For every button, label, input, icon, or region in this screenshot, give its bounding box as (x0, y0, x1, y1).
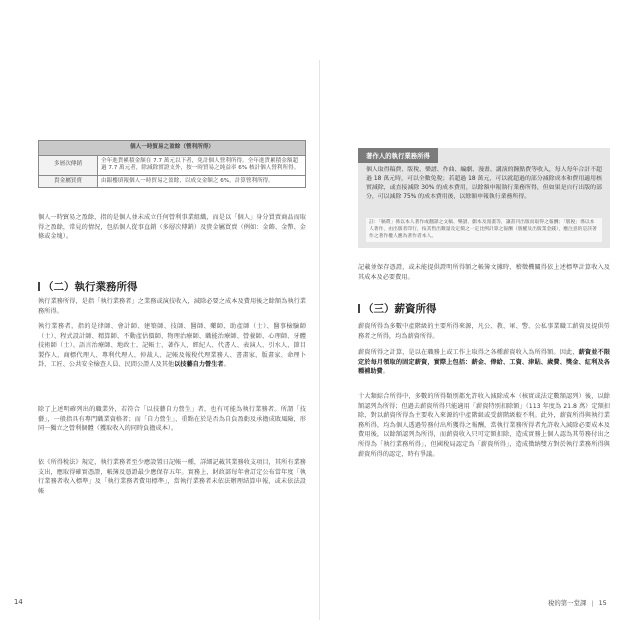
section-heading (38, 279, 138, 294)
box-title: 著作人的執行業務所得 (358, 148, 438, 163)
paragraph-text: 薪資所得之計算，是以在職務上或工作上取得之各種薪資收入為所得額。因此， (358, 349, 579, 356)
paragraph-intro: 個人一時貿易之盈餘，指的是個人並未成立任何營利事業組織，而是以「個人」身分買賣商品而取得之盈餘，常見的情況，包括個人從事直銷（多層次傳銷）及貴金屬買賣（例如：金飾、金幣、金條或金塊）。 (38, 214, 306, 241)
income-table (38, 140, 306, 188)
paragraph-text: 。 (223, 361, 230, 369)
separator: | (591, 599, 594, 607)
emphasis-text: 以技藝自力營生者 (174, 361, 224, 369)
page-number: 14 (14, 598, 23, 606)
paragraph-text: 。 (382, 368, 389, 376)
paragraph-continued: 記載並保存憑證，或未能提供證明所得額之帳簿文據時，稽徵機關得依上述標準計算收入及其成本及必要費用。 (358, 264, 610, 281)
paragraph-1: 執行業務所得，是指「執行業務者」之業務或演技收入，減除必要之成本及費用後之餘額為執行業務所得。 (38, 298, 306, 315)
paragraph-3: 十大類綜合所得中，多數的所得類別都允許收入減除成本（核實或法定數額認列）後，以餘額認列為所得；但過去薪資所得只能適用「薪資特別扣除額」（113 年度為 21.8 萬）定額扣除，對以薪資所得為主要收入來源的中產階級或受薪階級較不利。此外，薪資所得與執行業務所得，均為個人透過勞務付出所獲得之報酬，當執行業務所得者允許收入減除必要成本及費用後，以餘額認列為所得，而薪資收入只可定額扣除，造成實務上個人認為其勞務付出之所得為「執行業務所得」，但國稅局認定為「薪資所得」，造成徵納雙方對於執行業務所得與薪資所得的認定，時有爭議。 (358, 393, 610, 458)
table-row-text: 全年進貨累積金額在 7.7 萬元以下者，免計個人營利所得。全年進貨累積金額超過 7.7 萬元者，除減除實證支外，按一時貿易之純益率 6% 核計個人營利所得。 (98, 155, 306, 175)
box-text: 個人取得稿費、版稅、樂譜、作曲、編劇、漫畫、講演的鐘點費等收入，每人每年合計不超過 18 萬元時，可以全數免稅；若超過 18 萬元，可以就超過的部分減除成本和費用適用核實減除，或直接減除 30% 的成本費用，以餘額申報執行業務所得，但如果是自行出版的部分，可以減除 75% 的成本費用後，以餘額申報執行業務所得。 (366, 167, 602, 200)
paragraph-1: 薪資所得為多數中產階級的主要所得來源，凡公、教、軍、警、公私事業職工薪資及提供勞務者之所得，均為薪資所得。 (358, 323, 610, 340)
heading-bar (358, 304, 360, 313)
heading-bar (38, 282, 40, 291)
running-header (548, 598, 607, 607)
running-title: 稅的第一堂課 (548, 599, 587, 607)
section-title: （三）薪資所得 (363, 303, 437, 315)
paragraph-2 (38, 322, 306, 370)
sidebar-box (358, 148, 610, 248)
emphasis-text: 薪資並不限定於每月領取的固定薪資，實際上包括：薪金、俸給、工資、津貼、歲費、獎金、紅利及各種補助費 (358, 349, 611, 376)
table-row-text: 由銀樓填報個人一時貿易之盈餘，以成交金額之 6%，計算營利所得。 (98, 175, 306, 188)
right-page (320, 0, 640, 640)
paragraph-text: 執行業務者，指的是律師、會計師、建築師、技師、醫師、藥師、助產師（士）、醫事檢驗師（士）、程式設計師、精算師、不動產估價師、物理治療師、職能治療師、營養師、心理師、牙體技術師（士）、語言治療師、地政士、記帳士、著作人、經紀人、代書人、表演人、引水人、節目製作人、商標代理人、專利代理人、仲裁人、記帳及報稅代理業務人、書畫家、版畫家、命理卜卦、工匠、公共安全檢查人員、民間公證人及其他 (38, 323, 306, 369)
section-heading (358, 301, 437, 316)
page-number: 15 (598, 599, 607, 607)
table-row (39, 175, 306, 188)
paragraph-4: 依《所得稅法》規定，執行業務者至少應設置日記帳一種，詳細記載其業務收支項目，其所有業務支出，應取得確實憑證，帳簿及憑證最少應保存五年。實務上，財政部每年會訂定公布當年度「執行業務者收入標準」及「執行業務者費用標準」，當執行業務者未依法辦理結算申報，或未依法設帳 (38, 459, 306, 495)
table-title: 個人一時貿易之盈餘（營利所得） (39, 141, 306, 156)
paragraph-2 (358, 348, 610, 377)
table-row-label: 貴金屬買賣 (39, 175, 98, 188)
section-title: （二）執行業務所得 (43, 281, 138, 293)
table-row-label: 多層次傳銷 (39, 155, 98, 175)
box-note: 註：「稿費」係以本人著作或翻譯之文稿、樂譜、劇本及漫畫等，讓書刊出版而取得之報酬；「版稅」係以本人著作，由出版者印行，按其售出數量及定價之一定比例計算之報酬（版權及出版業金錢），應注意的是該著作之著作權人應為著作者本人。 (366, 218, 602, 242)
paragraph-3: 除了上述明確列出的職業外，若符合「以技藝自力營生」者，也有可能為執行業務者。所謂「技藝」，一般指具有專門職業資格者；而「自力營生」，重點在於是否為自負盈虧及承擔成敗風險，形同一獨立之營利個體（獲取收入的同時負擔成本）。 (38, 406, 306, 433)
table-row (39, 155, 306, 175)
